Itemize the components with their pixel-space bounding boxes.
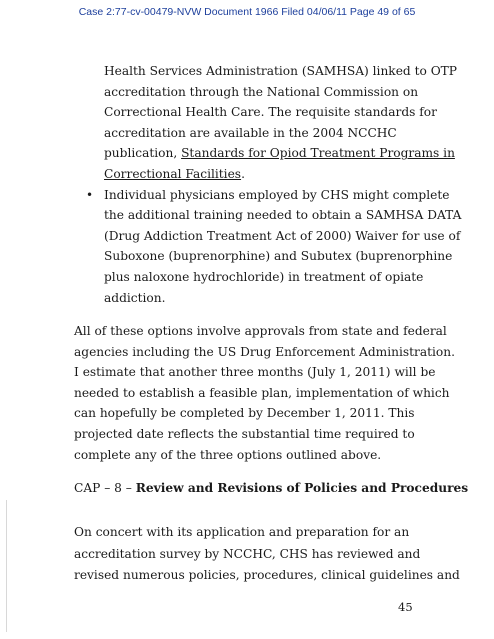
bullet-line6: addiction.: [104, 290, 166, 305]
para2-line7: complete any of the three options outlined above.: [74, 447, 382, 462]
para2-line3: I estimate that another three months (July 1, 2011) will be: [74, 365, 436, 380]
para1-line4: accreditation are available in the 2004 NCCHC: [104, 125, 397, 140]
para3-line3: revised numerous policies, procedures, clinical guidelines and: [74, 568, 460, 583]
page-number: 45: [398, 600, 413, 614]
para2-line5: can hopefully be completed by December 1, 2011. This: [74, 406, 415, 421]
bullet-line4: Suboxone (buprenorphine) and Subutex (buprenorphine: [104, 249, 453, 264]
scan-margin-line: [6, 500, 7, 632]
bullet-symbol: •: [86, 187, 94, 202]
para2-line2: agencies including the US Drug Enforcement Administration.: [74, 344, 455, 359]
section-heading: [74, 478, 468, 498]
para1-line2: accreditation through the National Commission on: [104, 84, 419, 99]
publication-prefix: publication,: [104, 146, 182, 161]
publication-title-part2: Correctional Facilities: [104, 167, 242, 181]
para1-line6: [104, 164, 245, 185]
para1-line5: [104, 143, 455, 164]
section-heading-prefix: CAP – 8 –: [74, 481, 136, 495]
para3-line2: accreditation survey by NCCHC, CHS has reviewed and: [74, 546, 421, 561]
para2-line4: needed to establish a feasible plan, implementation of which: [74, 385, 450, 400]
bullet-line1: Individual physicians employed by CHS might complete: [104, 187, 450, 202]
publication-suffix: .: [241, 167, 245, 181]
para1-line1: Health Services Administration (SAMHSA) linked to OTP: [104, 64, 458, 78]
section-heading-title: Review and Revisions of Policies and Procedures: [135, 481, 469, 495]
para1-line3: Correctional Health Care. The requisite standards for: [104, 105, 437, 120]
para2-line6: projected date reflects the substantial time required to: [74, 427, 415, 441]
para3-line1: On concert with its application and preparation for an: [74, 525, 410, 539]
para2-line1: All of these options involve approvals from state and federal: [74, 324, 447, 338]
case-header: Case 2:77-cv-00479-NVW Document 1966 Filed 04/06/11 Page 49 of 65: [78, 6, 416, 18]
publication-title-part1: Standards for Opiod Treatment Programs in: [181, 146, 455, 161]
bullet-line3: (Drug Addiction Treatment Act of 2000) Waiver for use of: [104, 228, 461, 243]
bullet-line2: the additional training needed to obtain a SAMHSA DATA: [104, 208, 462, 223]
bullet-line5: plus naloxone hydrochloride) in treatment of opiate: [104, 270, 424, 284]
